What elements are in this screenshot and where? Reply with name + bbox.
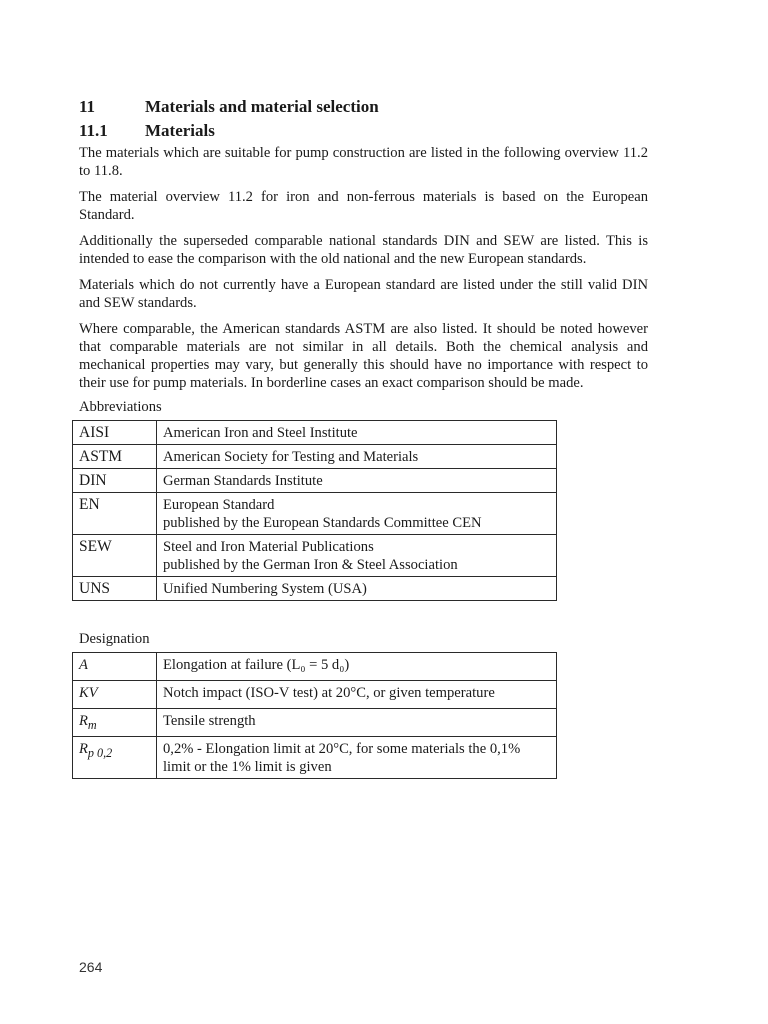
abbreviation-term: SEW	[73, 535, 157, 577]
abbreviation-term: AISI	[73, 421, 157, 445]
definition-line: European Standard	[163, 497, 275, 513]
designation-label: Designation	[79, 631, 150, 647]
paragraph: The materials which are suitable for pump construction are listed in the following overview 11.2 to 11.8.	[79, 145, 648, 179]
designation-symbol	[73, 653, 157, 681]
abbreviation-definition	[157, 445, 557, 469]
abbreviations-label: Abbreviations	[79, 399, 162, 415]
section-title: Materials and material selection	[145, 97, 379, 116]
paragraph: Materials which do not currently have a European standard are listed under the still valid DIN and SEW standards.	[79, 277, 648, 311]
symbol-text: R	[79, 740, 88, 757]
abbreviation-term: EN	[73, 493, 157, 535]
definition-line: published by the European Standards Committee CEN	[163, 515, 482, 531]
section-number: 11	[79, 97, 96, 116]
designation-symbol	[73, 680, 157, 708]
designation-description: Elongation at failure (L₀ = 5 d₀)	[157, 653, 557, 681]
subsection-heading	[79, 120, 648, 142]
table-row	[73, 493, 557, 535]
definition-line: published by the German Iron & Steel Association	[163, 557, 458, 573]
table-row	[73, 469, 557, 493]
table-row	[73, 445, 557, 469]
abbreviations-table	[72, 420, 557, 601]
table-row	[73, 736, 557, 778]
designation-table	[72, 652, 557, 779]
table-row	[73, 708, 557, 736]
page-content	[79, 96, 648, 779]
paragraph: The material overview 11.2 for iron and non-ferrous materials is based on the European Standard.	[79, 189, 648, 223]
table-row	[73, 421, 557, 445]
subsection-title: Materials	[145, 121, 215, 140]
subsection-number: 11.1	[79, 121, 108, 140]
abbreviation-term: DIN	[73, 469, 157, 493]
abbreviation-term: UNS	[73, 577, 157, 601]
abbreviation-definition	[157, 421, 557, 445]
paragraph: Additionally the superseded comparable national standards DIN and SEW are listed. This is intended to ease the comparison with the old national and the new European standards.	[79, 233, 648, 267]
table-row	[73, 577, 557, 601]
abbreviation-definition	[157, 493, 557, 535]
symbol-text: KV	[79, 684, 98, 701]
abbreviation-definition	[157, 469, 557, 493]
designation-symbol	[73, 708, 157, 736]
page-number: 264	[79, 959, 103, 975]
table-row	[73, 535, 557, 577]
section-heading	[79, 96, 648, 118]
definition-line: Unified Numbering System (USA)	[163, 581, 367, 597]
designation-description: Tensile strength	[157, 708, 557, 736]
abbreviation-term: ASTM	[73, 445, 157, 469]
definition-line: American Society for Testing and Materials	[163, 449, 419, 465]
symbol-subscript: m	[87, 717, 97, 732]
table-row	[73, 680, 557, 708]
designation-description: Notch impact (ISO-V test) at 20°C, or given temperature	[157, 680, 557, 708]
paragraph: Where comparable, the American standards ASTM are also listed. It should be noted however that comparable materials are not similar in all details. Both the chemical analysis and mechanical properties may vary, but generally this should have no importance with respect to their use for pump materials. In borderline cases an exact comparison should be made.	[79, 321, 648, 391]
designation-symbol	[73, 736, 157, 778]
symbol-subscript: p 0,2	[87, 745, 113, 760]
designation-description: 0,2% - Elongation limit at 20°C, for some materials the 0,1% limit or the 1% limit is given	[157, 736, 557, 778]
abbreviation-definition	[157, 535, 557, 577]
abbreviation-definition	[157, 577, 557, 601]
definition-line: American Iron and Steel Institute	[163, 425, 358, 441]
definition-line: German Standards Institute	[163, 473, 323, 489]
symbol-text: A	[79, 657, 88, 673]
table-row	[73, 653, 557, 681]
definition-line: Steel and Iron Material Publications	[163, 539, 374, 555]
symbol-text: R	[79, 712, 88, 729]
